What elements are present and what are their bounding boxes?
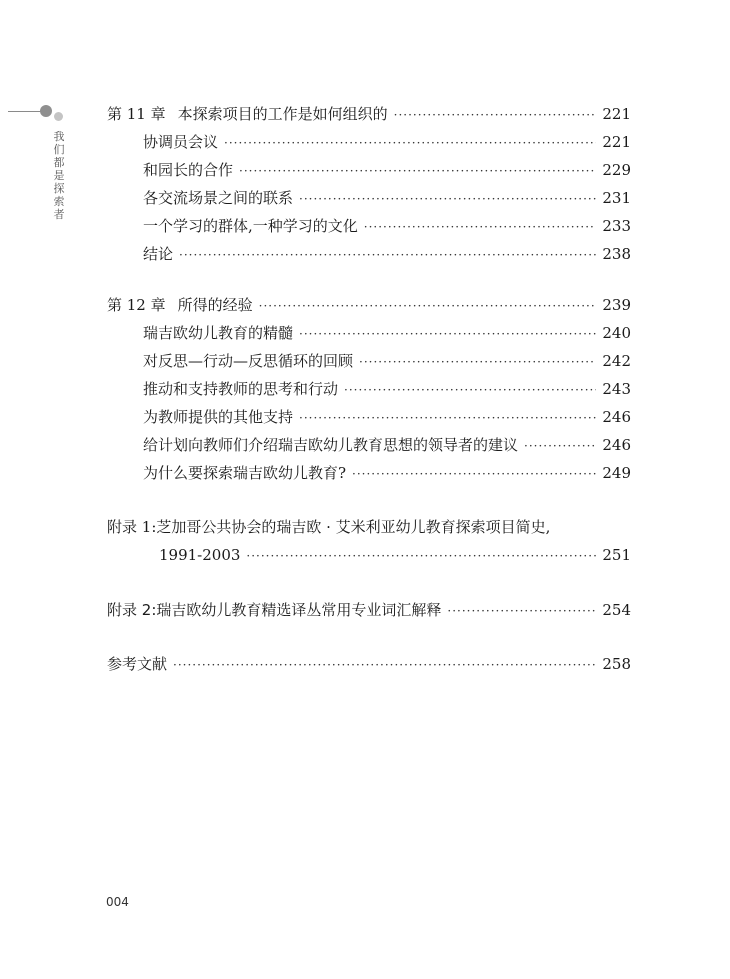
section-title: 推动和支持教师的思考和行动	[143, 380, 339, 398]
section-title: 为教师提供的其他支持	[143, 408, 294, 426]
leader-dots	[299, 320, 596, 348]
chapter-12-entry[interactable]	[107, 291, 631, 319]
toc-section-entry[interactable]	[107, 459, 631, 487]
toc-section-entry[interactable]	[107, 403, 631, 431]
section-page: 221	[602, 133, 631, 151]
leader-dots	[344, 376, 596, 404]
leader-dots	[524, 432, 596, 460]
section-title: 为什么要探索瑞吉欧幼儿教育?	[143, 464, 347, 482]
chapter-11-title: 本探索项目的工作是如何组织的	[177, 105, 388, 123]
chapter-11-page: 221	[602, 105, 631, 123]
section-page: 243	[602, 380, 631, 398]
chapter-12-title: 所得的经验	[177, 296, 253, 314]
dot-small-icon	[54, 112, 63, 121]
table-of-contents	[107, 100, 631, 678]
appendix-1-entry[interactable]	[107, 513, 631, 541]
appendix-1-page: 251	[602, 546, 631, 564]
chapter-11-entry[interactable]	[107, 100, 631, 128]
section-title: 各交流场景之间的联系	[143, 189, 294, 207]
appendix-1-title: :芝加哥公共协会的瑞吉欧 · 艾米利亚幼儿教育探索项目简史,	[151, 518, 551, 536]
leader-dots	[224, 129, 596, 157]
leader-dots	[239, 157, 596, 185]
toc-section-entry[interactable]	[107, 431, 631, 459]
leader-dots	[352, 460, 596, 488]
appendix-1-years: 1991-2003	[159, 546, 241, 564]
leader-dots	[394, 101, 597, 129]
section-page: 246	[602, 436, 631, 454]
chapter-11-label: 第 11 章	[107, 105, 166, 123]
section-title: 瑞吉欧幼儿教育的精髓	[143, 324, 294, 342]
section-page: 249	[602, 464, 631, 482]
leader-dots	[299, 185, 596, 213]
leader-dots	[179, 241, 596, 269]
section-title: 给计划向教师们介绍瑞吉欧幼儿教育思想的领导者的建议	[143, 436, 519, 454]
leader-dots	[173, 651, 596, 679]
page-number: 004	[106, 895, 129, 909]
toc-section-entry[interactable]	[107, 128, 631, 156]
appendix-2-page: 254	[602, 601, 631, 619]
chapter-12-page: 239	[602, 296, 631, 314]
references-entry[interactable]	[107, 650, 631, 678]
leader-dots	[246, 542, 596, 570]
side-decoration	[0, 96, 70, 221]
section-page: 229	[602, 161, 631, 179]
section-page: 231	[602, 189, 631, 207]
toc-section-entry[interactable]	[107, 156, 631, 184]
leader-dots	[259, 292, 597, 320]
toc-section-entry[interactable]	[107, 184, 631, 212]
toc-section-entry[interactable]	[107, 375, 631, 403]
chapter-12-label: 第 12 章	[107, 296, 166, 314]
section-title: 对反思—行动—反思循环的回顾	[143, 352, 354, 370]
leader-dots	[447, 597, 596, 625]
leader-dots	[359, 348, 596, 376]
toc-section-entry[interactable]	[107, 212, 631, 240]
section-title: 和园长的合作	[143, 161, 234, 179]
section-page: 238	[602, 245, 631, 263]
section-page: 233	[602, 217, 631, 235]
section-title: 一个学习的群体,一种学习的文化	[143, 217, 358, 235]
section-page: 240	[602, 324, 631, 342]
section-title: 协调员会议	[143, 133, 219, 151]
section-title: 结论	[143, 245, 174, 263]
appendix-2-label: 附录 2	[107, 601, 152, 619]
leader-dots	[299, 404, 596, 432]
appendix-1-label: 附录 1	[107, 518, 152, 536]
side-rule	[8, 111, 41, 112]
toc-section-entry[interactable]	[107, 347, 631, 375]
appendix-2-entry[interactable]	[107, 596, 631, 624]
section-page: 242	[602, 352, 631, 370]
appendix-2-title: :瑞吉欧幼儿教育精选译丛常用专业词汇解释	[151, 601, 442, 619]
side-series-title: 我们都是探索者	[53, 130, 65, 221]
leader-dots	[364, 213, 597, 241]
references-page: 258	[602, 655, 631, 673]
toc-section-entry[interactable]	[107, 319, 631, 347]
dot-large-icon	[40, 105, 52, 117]
references-title: 参考文献	[107, 655, 168, 673]
section-page: 246	[602, 408, 631, 426]
toc-section-entry[interactable]	[107, 240, 631, 268]
appendix-1-continuation[interactable]	[107, 541, 631, 569]
